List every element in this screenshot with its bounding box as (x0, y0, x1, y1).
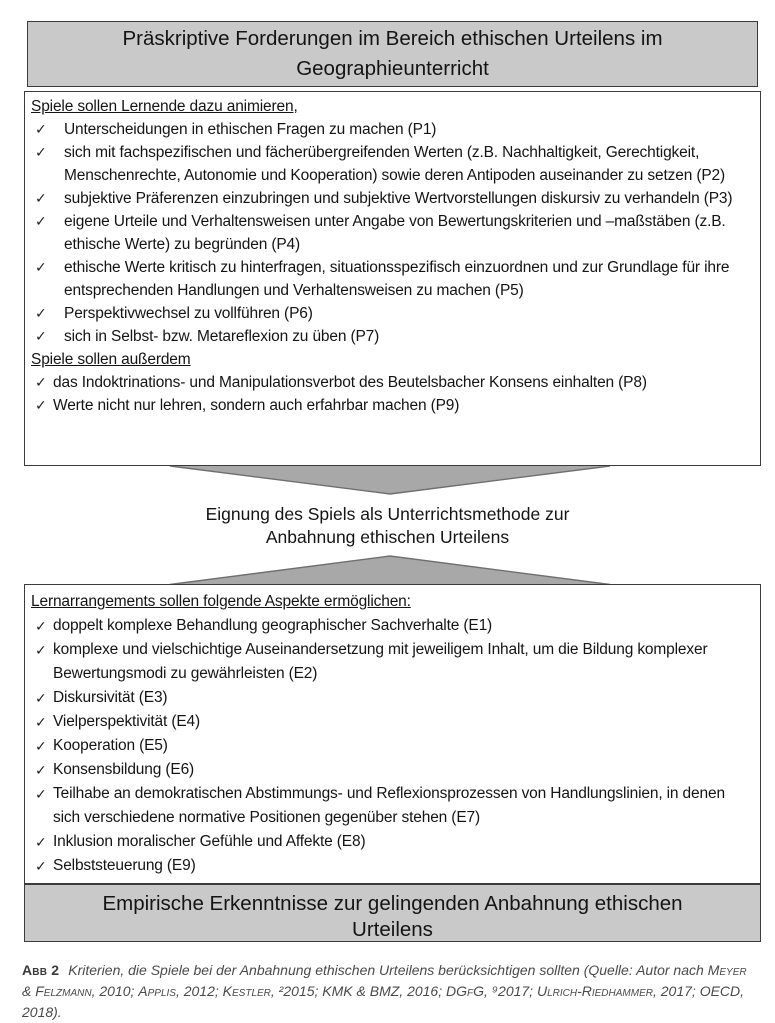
prescriptive-title-line1: Präskriptive Forderungen im Bereich ethischen Urteilens im (122, 27, 663, 50)
middle-caption-line2: Anbahnung ethischen Urteilens (265, 527, 510, 547)
caption-author-name: Kestler (222, 983, 271, 999)
list-item-p4 (25, 210, 752, 256)
list-item-text: Selbststeuerung (E9) (53, 857, 196, 874)
list-item-text: ethische Werte kritisch zu hinterfragen, situationsspezifisch einzuordnen und zur Grundlage für ihre entsprechenden Handlungen und Verhaltensweisen zu machen (P5) (64, 259, 730, 299)
list-item-e5 (25, 734, 752, 758)
box1-intro-heading: Spiele sollen Lernende dazu animieren, (31, 98, 298, 115)
empirical-list-box (24, 584, 761, 884)
prescriptive-title-box (27, 21, 758, 87)
middle-caption (0, 503, 775, 549)
box2-intro-heading: Lernarrangements sollen folgende Aspekte ermöglichen: (31, 593, 411, 610)
list-item-p7 (25, 325, 752, 348)
checkmark-icon: ✓ (35, 397, 47, 413)
list-item-e8 (25, 830, 752, 854)
list-item-text: doppelt komplexe Behandlung geographischer Sachverhalte (E1) (53, 617, 493, 634)
caption-text: , ⁹2017; (484, 983, 537, 999)
figure-caption-label: Abb 2 (22, 962, 60, 978)
list-item-text: Teilhabe an demokratischen Abstimmungs- und Reflexionsprozessen von Handlungslinien, in denen sich verschiedene normative Positionen gegenüber stehen (E7) (53, 785, 725, 826)
caption-author-name: Applis (138, 983, 176, 999)
list-item-text: eigene Urteile und Verhaltensweisen unter Angabe von Bewertungskriterien und –maßstäben (z.B. ethische Werte) zu begründen (P4) (64, 213, 726, 253)
checkmark-icon: ✓ (35, 738, 47, 754)
checkmark-icon: ✓ (35, 213, 47, 229)
list-item-p2 (25, 141, 752, 187)
list-item-p1 (25, 118, 752, 141)
caption-text: , 2012; (175, 983, 223, 999)
list-item-e3 (25, 686, 752, 710)
list-item-p6 (25, 302, 752, 325)
list-item-e7 (25, 782, 752, 830)
list-item-text: Vielperspektivität (E4) (53, 713, 201, 730)
list-item-text: Konsensbildung (E6) (53, 761, 195, 778)
caption-text: , ²2015; (270, 983, 323, 999)
list-item-p9 (25, 394, 752, 417)
list-item-e9 (25, 854, 752, 878)
checkmark-icon: ✓ (35, 328, 47, 344)
list-item-text: das Indoktrinations- und Manipulationsverbot des Beutelsbacher Konsens einhalten (P8) (53, 374, 647, 391)
arrow-up-triangle-icon (0, 555, 775, 585)
list-item-e6 (25, 758, 752, 782)
list-item-text: Inklusion moralischer Gefühle und Affekte (E8) (53, 833, 366, 850)
list-item-text: komplexe und vielschichtige Auseinandersetzung mit jeweiligem Inhalt, um die Bildung komplexer Bewertungsmodi zu gewährleisten (E2) (53, 641, 708, 682)
checkmark-icon: ✓ (35, 762, 47, 778)
checkmark-icon: ✓ (35, 374, 47, 390)
caption-text: Kriterien, die Spiele bei der Anbahnung ethischen Urteilens berücksichtigen sollten (Quelle: Autor nach (68, 962, 708, 978)
checkmark-icon: ✓ (35, 690, 47, 706)
checkmark-icon: ✓ (35, 786, 47, 802)
caption-author-name: Meyer & Felzmann (22, 962, 747, 999)
empirical-title-box (24, 884, 761, 942)
list-item-text: subjektive Präferenzen einzubringen und subjektive Wertvorstellungen diskursiv zu verhandeln (P3) (64, 190, 733, 207)
checkmark-icon: ✓ (35, 190, 47, 206)
list-item-p3 (25, 187, 752, 210)
empirical-title-line2: Urteilens (352, 918, 433, 941)
list-item-text: Kooperation (E5) (53, 737, 168, 754)
caption-text: , 2010; (91, 983, 139, 999)
checkmark-icon: ✓ (35, 642, 47, 658)
caption-author-name: KMK & BMZ (322, 983, 400, 999)
empirical-title-line1: Empirische Erkenntnisse zur gelingenden Anbahnung ethischen (102, 892, 683, 915)
list-item-text: Unterscheidungen in ethischen Fragen zu machen (P1) (64, 121, 437, 138)
checkmark-icon: ✓ (35, 305, 47, 321)
list-item-text: sich mit fachspezifischen und fächerübergreifenden Werten (z.B. Nachhaltigkeit, Gerechtigkeit, Menschenrechte, Autonomie und Kooperation) sowie deren Antipoden auseinander zu setzen (P2) (64, 144, 726, 184)
caption-author-name: Ulrich-Riedhammer (536, 983, 653, 999)
list-item-text: Perspektivwechsel zu vollführen (P6) (64, 305, 313, 322)
list-item-text: sich in Selbst- bzw. Metareflexion zu üben (P7) (64, 328, 380, 345)
list-item-e1 (25, 614, 752, 638)
list-item-e2 (25, 638, 752, 686)
checkmark-icon: ✓ (35, 858, 47, 874)
list-item-text: Werte nicht nur lehren, sondern auch erfahrbar machen (P9) (53, 397, 460, 414)
prescriptive-list-box (24, 91, 761, 466)
checkmark-icon: ✓ (35, 259, 47, 275)
prescriptive-title-line2: Geographieunterricht (296, 57, 489, 80)
checkmark-icon: ✓ (35, 144, 47, 160)
box1-intro2-heading: Spiele sollen außerdem (31, 351, 191, 368)
caption-text: , 2016; (399, 983, 446, 999)
arrow-down-triangle-icon (0, 466, 775, 496)
checkmark-icon: ✓ (35, 618, 47, 634)
list-item-p8 (25, 371, 752, 394)
checkmark-icon: ✓ (35, 834, 47, 850)
list-item-p5 (25, 256, 752, 302)
list-item-text: Diskursivität (E3) (53, 689, 168, 706)
caption-text: , 2017; OECD, 2018). (22, 983, 745, 1020)
caption-author-name: DGfG (446, 983, 484, 999)
middle-caption-line1: Eignung des Spiels als Unterrichtsmethode zur (205, 504, 570, 524)
checkmark-icon: ✓ (35, 714, 47, 730)
figure-caption (22, 960, 752, 1023)
checkmark-icon: ✓ (35, 121, 47, 137)
list-item-e4 (25, 710, 752, 734)
